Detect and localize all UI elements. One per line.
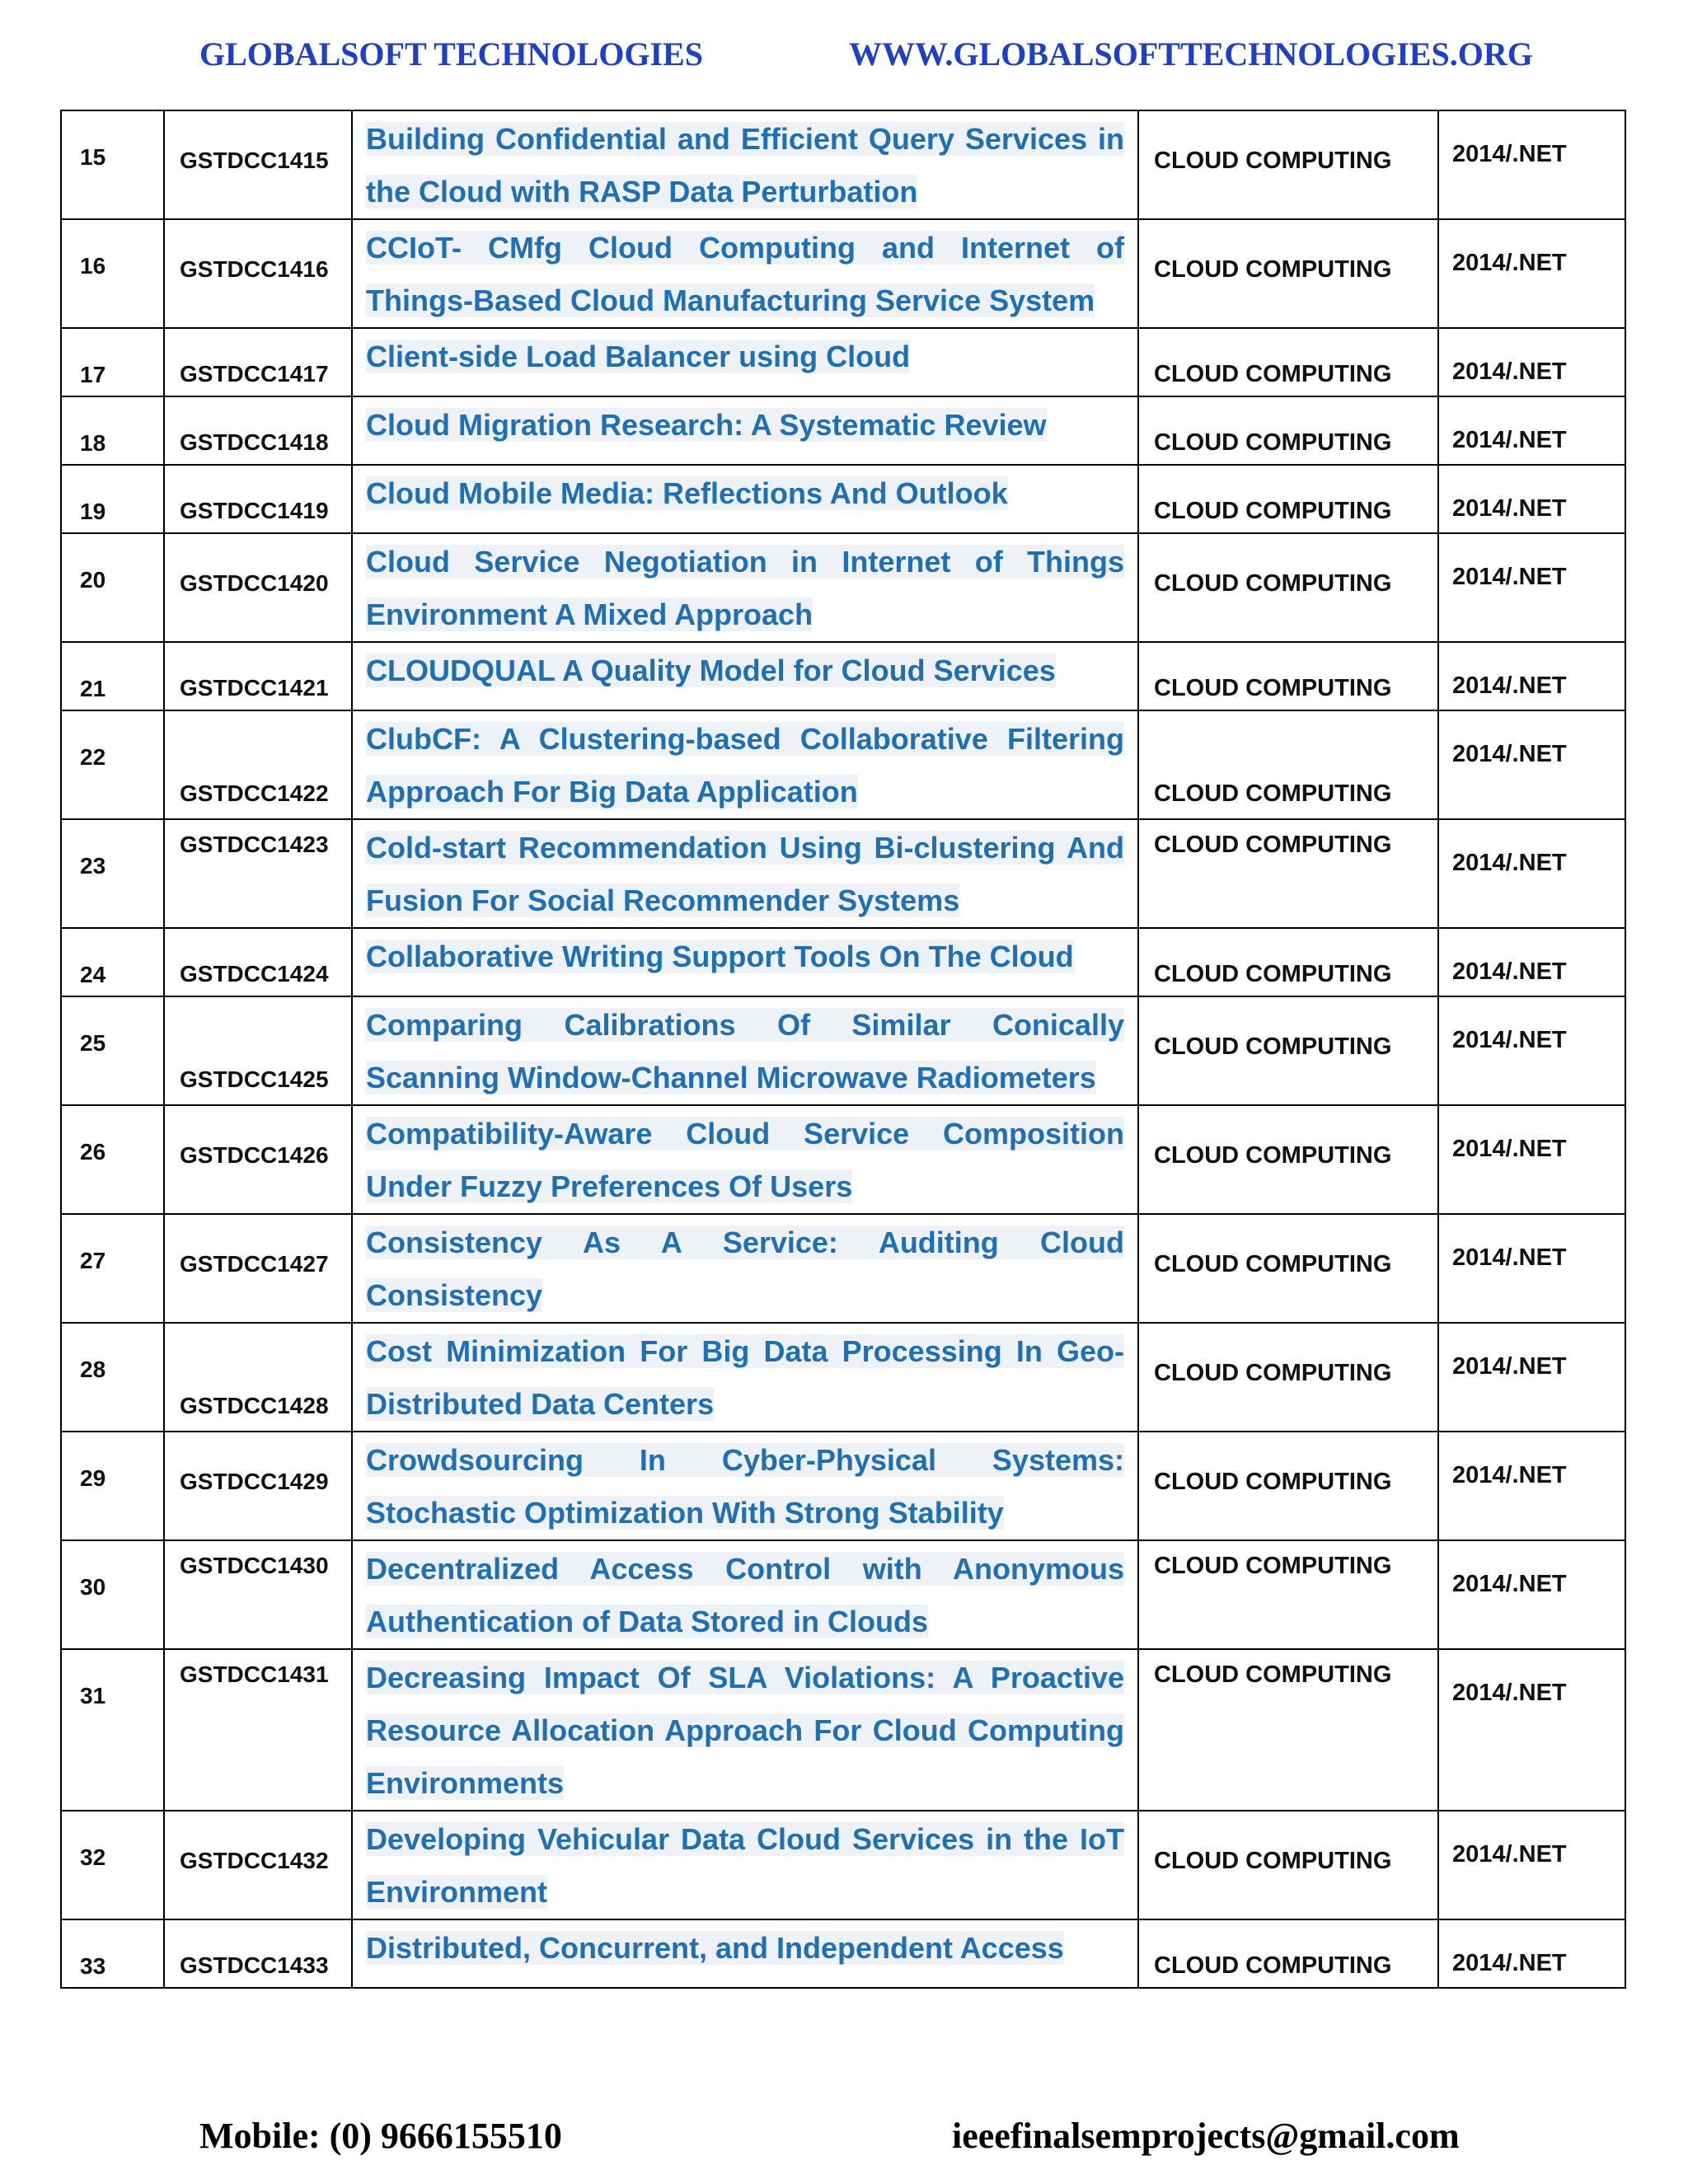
table-row [61,328,1625,396]
project-year-platform: 2014/.NET [1438,1811,1625,1919]
row-serial-number: 19 [61,465,164,533]
project-year-platform: 2014/.NET [1438,110,1625,219]
project-year-platform: 2014/.NET [1438,996,1625,1105]
project-domain: CLOUD COMPUTING [1138,1811,1438,1919]
project-title [352,465,1138,533]
project-year-platform: 2014/.NET [1438,1919,1625,1988]
table-row [61,819,1625,928]
project-title-text: Cloud Service Negotiation in Internet of Things Environment A Mixed Approach [366,545,1124,631]
project-title-text: Compatibility-Aware Cloud Service Composition Under Fuzzy Preferences Of Users [366,1117,1124,1203]
project-year-platform: 2014/.NET [1438,1540,1625,1649]
project-title [352,1649,1138,1811]
project-domain: CLOUD COMPUTING [1138,533,1438,642]
project-title [352,1919,1138,1988]
project-domain: CLOUD COMPUTING [1138,219,1438,328]
project-title [352,219,1138,328]
row-serial-number: 27 [61,1214,164,1323]
project-code: GSTDCC1418 [164,396,352,465]
project-domain: CLOUD COMPUTING [1138,1919,1438,1988]
project-year-platform: 2014/.NET [1438,396,1625,465]
project-code: GSTDCC1423 [164,819,352,928]
project-year-platform: 2014/.NET [1438,642,1625,710]
project-year-platform: 2014/.NET [1438,328,1625,396]
project-title [352,819,1138,928]
project-code: GSTDCC1419 [164,465,352,533]
row-serial-number: 17 [61,328,164,396]
project-domain: CLOUD COMPUTING [1138,1105,1438,1214]
project-domain: CLOUD COMPUTING [1138,710,1438,819]
row-serial-number: 18 [61,396,164,465]
project-code: GSTDCC1416 [164,219,352,328]
project-year-platform: 2014/.NET [1438,1105,1625,1214]
project-title [352,996,1138,1105]
project-code: GSTDCC1425 [164,996,352,1105]
project-code: GSTDCC1415 [164,110,352,219]
project-title-text: Cost Minimization For Big Data Processing In Geo-Distributed Data Centers [366,1334,1124,1421]
table-row [61,1649,1625,1811]
row-serial-number: 15 [61,110,164,219]
table-row [61,1214,1625,1323]
project-domain: CLOUD COMPUTING [1138,1214,1438,1323]
contact-email: ieeefinalsemprojects@gmail.com [952,2116,1460,2156]
table-row [61,465,1625,533]
project-domain: CLOUD COMPUTING [1138,819,1438,928]
row-serial-number: 30 [61,1540,164,1649]
project-title-text: CCIoT- CMfg Cloud Computing and Internet of Things-Based Cloud Manufacturing Service System [366,231,1124,317]
project-title-text: Decreasing Impact Of SLA Violations: A Proactive Resource Allocation Approach For Cloud Computing Environments [366,1661,1124,1800]
row-serial-number: 21 [61,642,164,710]
project-title [352,710,1138,819]
table-row [61,1432,1625,1540]
project-domain: CLOUD COMPUTING [1138,1649,1438,1811]
row-serial-number: 24 [61,928,164,996]
project-year-platform: 2014/.NET [1438,928,1625,996]
project-title [352,396,1138,465]
project-code: GSTDCC1430 [164,1540,352,1649]
company-name: GLOBALSOFT TECHNOLOGIES [199,35,703,73]
project-title-text: Developing Vehicular Data Cloud Services in the IoT Environment [366,1822,1124,1909]
project-year-platform: 2014/.NET [1438,219,1625,328]
project-title-text: Cloud Mobile Media: Reflections And Outlook [366,476,1008,510]
table-row [61,396,1625,465]
project-code: GSTDCC1426 [164,1105,352,1214]
website-url: WWW.GLOBALSOFTTECHNOLOGIES.ORG [849,35,1533,73]
row-serial-number: 26 [61,1105,164,1214]
table-row [61,219,1625,328]
row-serial-number: 32 [61,1811,164,1919]
table-row [61,1919,1625,1988]
project-title-text: Collaborative Writing Support Tools On The Cloud [366,940,1074,973]
project-code: GSTDCC1432 [164,1811,352,1919]
project-code: GSTDCC1422 [164,710,352,819]
project-title [352,928,1138,996]
project-title [352,1214,1138,1323]
project-code: GSTDCC1421 [164,642,352,710]
table-row [61,642,1625,710]
table-row [61,110,1625,219]
table-row [61,1105,1625,1214]
project-title-text: Comparing Calibrations Of Similar Conically Scanning Window-Channel Microwave Radiometers [366,1008,1124,1094]
project-domain: CLOUD COMPUTING [1138,642,1438,710]
project-year-platform: 2014/.NET [1438,465,1625,533]
project-title-text: CLOUDQUAL A Quality Model for Cloud Services [366,654,1056,687]
project-code: GSTDCC1429 [164,1432,352,1540]
row-serial-number: 33 [61,1919,164,1988]
project-title-text: Decentralized Access Control with Anonymous Authentication of Data Stored in Clouds [366,1552,1124,1638]
projects-table-body [61,110,1625,1988]
project-code: GSTDCC1420 [164,533,352,642]
project-year-platform: 2014/.NET [1438,1649,1625,1811]
table-row [61,928,1625,996]
project-year-platform: 2014/.NET [1438,533,1625,642]
table-row [61,1811,1625,1919]
project-domain: CLOUD COMPUTING [1138,465,1438,533]
project-title-text: Distributed, Concurrent, and Independent Access [366,1931,1064,1965]
project-title [352,1105,1138,1214]
row-serial-number: 29 [61,1432,164,1540]
project-title [352,110,1138,219]
project-domain: CLOUD COMPUTING [1138,110,1438,219]
project-code: GSTDCC1424 [164,928,352,996]
project-year-platform: 2014/.NET [1438,1323,1625,1432]
project-title [352,533,1138,642]
project-code: GSTDCC1428 [164,1323,352,1432]
project-code: GSTDCC1431 [164,1649,352,1811]
page-header [0,35,1688,84]
project-title-text: Cold-start Recommendation Using Bi-clustering And Fusion For Social Recommender Systems [366,831,1124,917]
row-serial-number: 28 [61,1323,164,1432]
project-domain: CLOUD COMPUTING [1138,1432,1438,1540]
project-domain: CLOUD COMPUTING [1138,1540,1438,1649]
row-serial-number: 20 [61,533,164,642]
project-title [352,1540,1138,1649]
project-domain: CLOUD COMPUTING [1138,996,1438,1105]
row-serial-number: 22 [61,710,164,819]
project-code: GSTDCC1417 [164,328,352,396]
project-year-platform: 2014/.NET [1438,819,1625,928]
project-title-text: Crowdsourcing In Cyber-Physical Systems: Stochastic Optimization With Strong Stability [366,1443,1124,1530]
row-serial-number: 25 [61,996,164,1105]
row-serial-number: 31 [61,1649,164,1811]
table-row [61,996,1625,1105]
project-year-platform: 2014/.NET [1438,710,1625,819]
project-code: GSTDCC1427 [164,1214,352,1323]
project-title [352,1811,1138,1919]
project-title-text: ClubCF: A Clustering-based Collaborative Filtering Approach For Big Data Application [366,722,1124,808]
table-row [61,1323,1625,1432]
project-title-text: Building Confidential and Efficient Query Services in the Cloud with RASP Data Perturbation [366,122,1124,209]
table-row [61,1540,1625,1649]
project-domain: CLOUD COMPUTING [1138,328,1438,396]
project-title [352,1432,1138,1540]
table-row [61,533,1625,642]
project-title-text: Consistency As A Service: Auditing Cloud Consistency [366,1226,1124,1312]
project-title [352,1323,1138,1432]
project-year-platform: 2014/.NET [1438,1214,1625,1323]
project-title [352,642,1138,710]
project-title [352,328,1138,396]
project-domain: CLOUD COMPUTING [1138,1323,1438,1432]
project-domain: CLOUD COMPUTING [1138,396,1438,465]
table-row [61,710,1625,819]
row-serial-number: 16 [61,219,164,328]
project-year-platform: 2014/.NET [1438,1432,1625,1540]
project-code: GSTDCC1433 [164,1919,352,1988]
project-title-text: Client-side Load Balancer using Cloud [366,340,911,373]
mobile-number: Mobile: (0) 9666155510 [199,2116,562,2156]
row-serial-number: 23 [61,819,164,928]
project-title-text: Cloud Migration Research: A Systematic Review [366,408,1047,442]
project-domain: CLOUD COMPUTING [1138,928,1438,996]
projects-table [60,110,1626,1989]
